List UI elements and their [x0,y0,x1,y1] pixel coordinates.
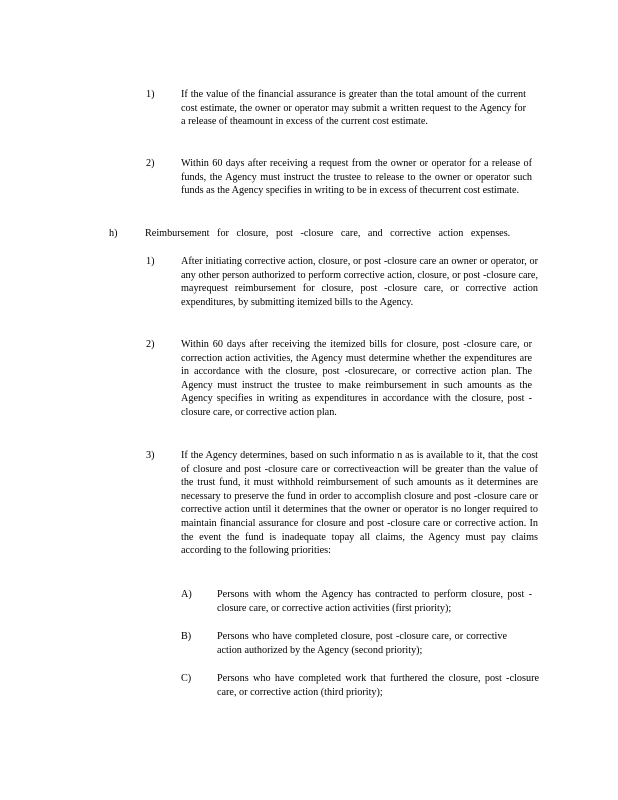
item-text: Persons with whom the Agency has contracted to perform closure, post -closure care, or corrective action activities (first priority); [217,589,532,614]
item-marker: 3) [146,450,155,461]
item-text: After initiating corrective action, closure, or post -closure care an owner or operator, or any other person authorized to perform corrective action, closure, or post -closure care, mayrequest reimbursement for closure, post -closure care, or corrective action expenditures, by submitting itemized bills to the Agency. [181,256,538,308]
item-text: If the Agency determines, based on such informatio n as is available to it, that the cost of closure and post -closure care or correctiveaction will be greater than the value of the trust fund, it must withhold reimbursement of such amounts as it determines are necessary to preserve the fund in order to accomplish closure and post -closure care or corrective action until it determines that the owner or operator is no longer required to maintain financial assurance for closure and post -closure care or corrective action. In the event the fund is inadequate topay all claims, the Agency must pay claims according to the following priorities: [181,450,538,557]
item-marker: 1) [146,256,155,267]
item-text: Within 60 days after receiving the itemized bills for closure, post -closure care, or correction action activities, the Agency must determine whether the expenditures are in accordance with the closure, post -closurecare, or corrective action plan. The Agency must instruct the trustee to make reimbursement in such amounts as the Agency specifies in writing as expenditures in accordance with the closure, post -closure care, or corrective action plan. [181,339,532,418]
section-heading-text: Reimbursement for closure, post -closure care, and corrective action expenses. [145,228,511,239]
item-marker: 2) [146,339,155,350]
item-marker: C) [181,673,192,684]
item-marker: 1) [146,89,155,100]
item-text: If the value of the financial assurance is greater than the total amount of the current cost estimate, the owner or operator may submit a written request to the Agency for a release of theamount in excess of the current cost estimate. [181,89,526,128]
item-marker: 2) [146,158,155,169]
section-marker: h) [109,228,118,239]
item-text: Persons who have completed closure, post -closure care, or corrective action authorized by the Agency (second priority); [217,631,507,656]
item-text: Persons who have completed work that furthered the closure, post -closure care, or corrective action (third priority); [217,673,539,698]
item-marker: A) [181,589,192,600]
item-text: Within 60 days after receiving a request from the owner or operator for a release of funds, the Agency must instruct the trustee to release to the owner or operator such funds as the Agency specifies in writing to be in excess of thecurrent cost estimate. [181,158,532,197]
item-marker: B) [181,631,192,642]
